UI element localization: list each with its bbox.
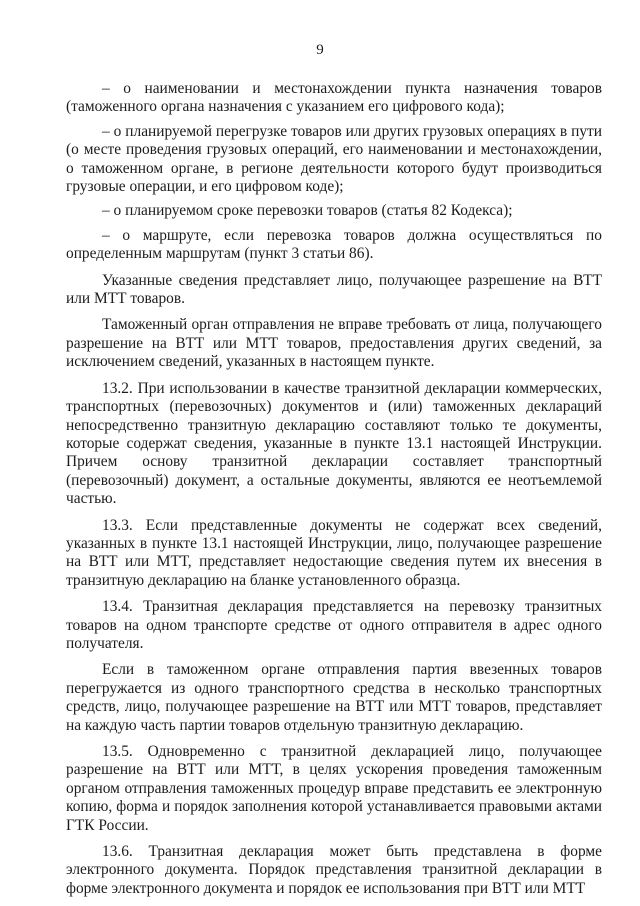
paragraph-destination: – о наименовании и местонахождении пункта назначения товаров (таможенного органа назначения с указанием его цифрового кода); <box>66 80 602 116</box>
paragraph-route: – о маршруте, если перевозка товаров должна осуществляться по определенным маршрутам (пункт 3 статьи 86). <box>66 226 602 263</box>
paragraph-13-4: 13.4. Транзитная декларация представляется на перевозку транзитных товаров на одном транспорте средстве от одного отправителя в адрес одного получателя. <box>66 598 602 652</box>
paragraph-transport-term: – о планируемом сроке перевозки товаров (статья 82 Кодекса); <box>102 202 513 220</box>
document-body <box>66 80 602 906</box>
page-number: 9 <box>316 42 324 58</box>
paragraph-13-2: 13.2. При использовании в качестве транзитной декларации коммерческих, транспортных (перевозочных) документов и (или) таможенных деклараций непосредственно транзитную декларацию составляют только те документы, которые содержат сведения, указанные в пункте 13.1 настоящей Инструкции. Причем основу транзитной декларации составляет транспортный (перевозочный) документ, а остальные документы, являются ее неотъемлемой частью. <box>66 379 602 508</box>
paragraph-13-5: 13.5. Одновременно с транзитной декларацией лицо, получающее разрешение на ВТТ или МТТ, в целях ускорения проведения таможенным органом отправления таможенных процедур вправе представить ее электронную копию, форма и порядок заполнения которой устанавливается правовыми актами ГТК России. <box>66 743 602 834</box>
paragraph-reloading: Если в таможенном органе отправления партия ввезенных товаров перегружается из одного транспортного средства в несколько транспортных средств, лицо, получающее разрешение на ВТТ или МТТ товаров, представляет на каждую часть партии товаров отдельную транзитную декларацию. <box>66 661 602 734</box>
paragraph-13-6: 13.6. Транзитная декларация может быть представлена в форме электронного документа. Порядок представления транзитной декларации в форме электронного документа и порядок ее использования при ВТТ или МТТ <box>66 843 602 897</box>
paragraph-transshipment: – о планируемой перегрузке товаров или других грузовых операциях в пути (о месте проведения грузовых операций, его наименовании и местонахождении, о таможенном органе, в регионе деятельности которого будут производиться грузовые операции, и его цифровом коде); <box>66 122 602 196</box>
paragraph-info-provider: Указанные сведения представляет лицо, получающее разрешение на ВТТ или МТТ товаров. <box>66 271 602 308</box>
paragraph-no-extra-requirements: Таможенный орган отправления не вправе требовать от лица, получающего разрешение на ВТТ или МТТ товаров, предоставления других сведений, за исключением сведений, указанных в настоящем пункте. <box>66 316 602 371</box>
paragraph-13-3: 13.3. Если представленные документы не содержат всех сведений, указанных в пункте 13.1 настоящей Инструкции, лицо, получающее разрешение на ВТТ или МТТ, представляет недостающие сведения путем их внесения в транзитную декларацию на бланке установленного образца. <box>66 516 602 589</box>
